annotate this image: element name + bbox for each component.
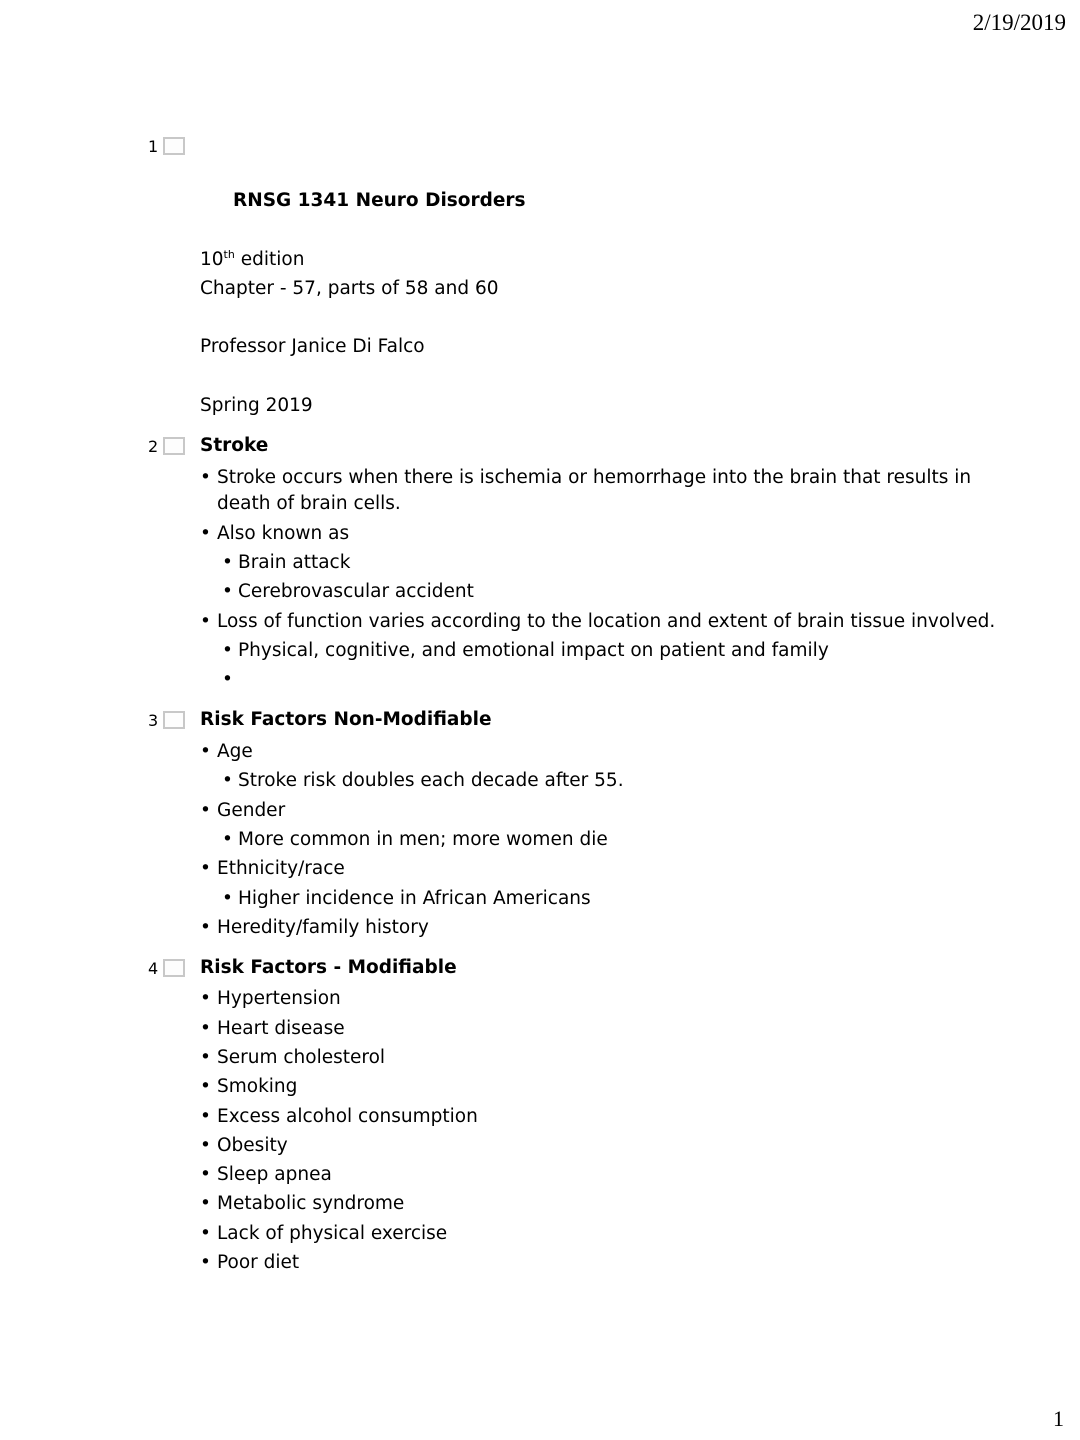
slide-title: RNSG 1341 Neuro Disorders	[233, 190, 526, 211]
bullet-item: • Heart disease	[200, 1018, 345, 1039]
edition-line	[200, 248, 304, 272]
chapter-line: Chapter - 57, parts of 58 and 60	[200, 278, 499, 299]
slide-title: Risk Factors Non-Modifiable	[200, 709, 492, 730]
sub-bullet-item: • More common in men; more women die	[222, 829, 608, 850]
edition-text: edition	[234, 249, 305, 270]
slide-thumbnail	[163, 959, 185, 977]
bullet-item: • Serum cholesterol	[200, 1047, 386, 1068]
professor-line: Professor Janice Di Falco	[200, 336, 425, 357]
slide-thumbnail	[163, 437, 185, 455]
bullet-item: • Metabolic syndrome	[200, 1193, 405, 1214]
sub-bullet-item: • Brain attack	[222, 552, 351, 573]
bullet-item: • Also known as	[200, 523, 350, 544]
sub-bullet-item: • Cerebrovascular accident	[222, 581, 474, 602]
bullet-item: • Hypertension	[200, 988, 341, 1009]
slide-thumbnail	[163, 137, 185, 155]
sub-bullet-item: •	[222, 669, 233, 690]
bullet-item: • Age	[200, 741, 253, 762]
sub-bullet-item: • Stroke risk doubles each decade after 55.	[222, 770, 624, 791]
slide-number: 1	[148, 137, 159, 156]
term-line: Spring 2019	[200, 395, 313, 416]
bullet-item: • Heredity/family history	[200, 917, 429, 938]
bullet-item: • Obesity	[200, 1135, 288, 1156]
bullet-item: • Poor diet	[200, 1252, 300, 1273]
bullet-item-continuation: death of brain cells.	[217, 493, 401, 514]
bullet-item: • Ethnicity/race	[200, 858, 345, 879]
slide-number: 3	[148, 711, 159, 730]
slide-title: Risk Factors - Modifiable	[200, 957, 457, 978]
slide-title: Stroke	[200, 435, 269, 456]
bullet-item: • Loss of function varies according to the location and extent of brain tissue involved.	[200, 611, 996, 632]
bullet-item: • Smoking	[200, 1076, 298, 1097]
edition-number: 10	[200, 249, 224, 270]
slide-number: 4	[148, 959, 159, 978]
page-number: 1	[1053, 1406, 1064, 1431]
bullet-item: • Sleep apnea	[200, 1164, 332, 1185]
bullet-item: • Lack of physical exercise	[200, 1223, 448, 1244]
slide-thumbnail	[163, 711, 185, 729]
slide-number: 2	[148, 437, 159, 456]
bullet-item: • Gender	[200, 800, 286, 821]
sub-bullet-item: • Higher incidence in African Americans	[222, 888, 591, 909]
bullet-item: • Stroke occurs when there is ischemia or hemorrhage into the brain that results in	[200, 467, 972, 488]
print-date: 2/19/2019	[972, 10, 1066, 35]
edition-superscript: th	[223, 247, 235, 261]
bullet-item: • Excess alcohol consumption	[200, 1106, 478, 1127]
sub-bullet-item: • Physical, cognitive, and emotional impact on patient and family	[222, 640, 829, 661]
